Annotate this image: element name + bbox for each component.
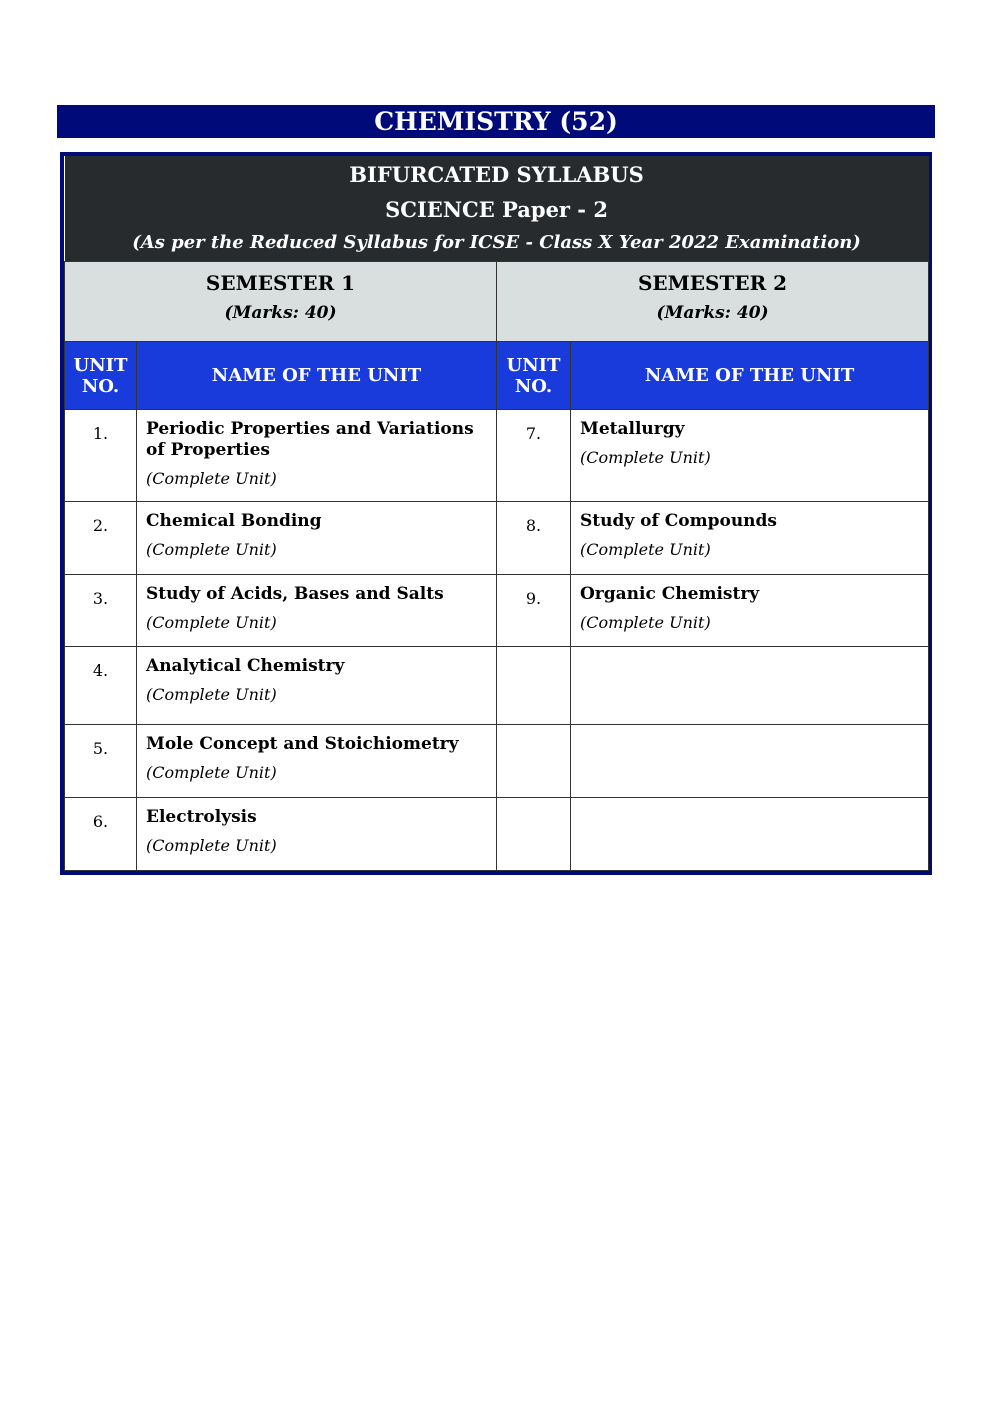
semester-name: SEMESTER 1: [205, 271, 356, 295]
unit-name: Electrolysis: [146, 807, 257, 827]
unit-name-cell: [137, 725, 497, 798]
unit-number: 5.: [65, 725, 137, 798]
table-row: [65, 502, 929, 575]
unit-number: [497, 647, 571, 725]
table-row: [65, 647, 929, 725]
unit-number: [497, 798, 571, 871]
unit-name: Study of Acids, Bases and Salts: [146, 584, 444, 604]
unit-number: 6.: [65, 798, 137, 871]
unit-name-header: NAME OF THE UNIT: [571, 342, 929, 410]
unit-label: UNIT: [73, 354, 128, 376]
unit-number: 4.: [65, 647, 137, 725]
unit-note: (Complete Unit): [146, 540, 277, 559]
page-title: CHEMISTRY (52): [57, 105, 935, 138]
unit-name-header: NAME OF THE UNIT: [137, 342, 497, 410]
unit-name: Study of Compounds: [580, 511, 778, 531]
unit-number: 3.: [65, 575, 137, 647]
unit-name-cell: [571, 725, 929, 798]
unit-name: Analytical Chemistry: [146, 656, 345, 676]
unit-no-header: [65, 342, 137, 410]
unit-number: [497, 725, 571, 798]
table-row: [65, 798, 929, 871]
unit-number: 1.: [65, 410, 137, 502]
table-row: [65, 410, 929, 502]
header-line2: SCIENCE Paper - 2: [385, 197, 608, 222]
unit-number: 7.: [497, 410, 571, 502]
unit-name-cell: [137, 798, 497, 871]
unit-note: (Complete Unit): [146, 613, 277, 632]
unit-name: Organic Chemistry: [580, 584, 760, 604]
unit-note: (Complete Unit): [580, 540, 711, 559]
unit-note: (Complete Unit): [146, 469, 277, 488]
unit-name: Periodic Properties and Variations of Properties: [146, 419, 474, 460]
semester-1-header: [65, 262, 497, 342]
unit-note: (Complete Unit): [146, 685, 277, 704]
syllabus-table: [60, 152, 932, 875]
unit-name-cell: [571, 798, 929, 871]
unit-name-cell: [571, 575, 929, 647]
unit-no-header: [497, 342, 571, 410]
header-line1: BIFURCATED SYLLABUS: [349, 162, 644, 187]
semester-name: SEMESTER 2: [637, 271, 788, 295]
unit-number: 8.: [497, 502, 571, 575]
table-row: [65, 725, 929, 798]
unit-name-cell: [571, 502, 929, 575]
unit-number: 2.: [65, 502, 137, 575]
unit-note: (Complete Unit): [580, 448, 711, 467]
header-line3: (As per the Reduced Syllabus for ICSE - Class X Year 2022 Examination): [132, 232, 861, 253]
unit-name-cell: [137, 410, 497, 502]
unit-name-cell: [571, 647, 929, 725]
unit-name-cell: [137, 502, 497, 575]
unit-label: UNIT: [506, 354, 561, 376]
unit-note: (Complete Unit): [146, 763, 277, 782]
no-label: NO.: [514, 375, 553, 397]
unit-name-cell: [571, 410, 929, 502]
unit-note: (Complete Unit): [146, 836, 277, 855]
semester-marks: (Marks: 40): [656, 303, 769, 323]
unit-number: 9.: [497, 575, 571, 647]
unit-note: (Complete Unit): [580, 613, 711, 632]
semester-marks: (Marks: 40): [224, 303, 337, 323]
no-label: NO.: [81, 375, 120, 397]
unit-name: Chemical Bonding: [146, 511, 322, 531]
unit-name: Mole Concept and Stoichiometry: [146, 734, 459, 754]
unit-name: Metallurgy: [580, 419, 685, 439]
unit-name-cell: [137, 575, 497, 647]
semester-2-header: [497, 262, 929, 342]
table-row: [65, 575, 929, 647]
unit-name-cell: [137, 647, 497, 725]
